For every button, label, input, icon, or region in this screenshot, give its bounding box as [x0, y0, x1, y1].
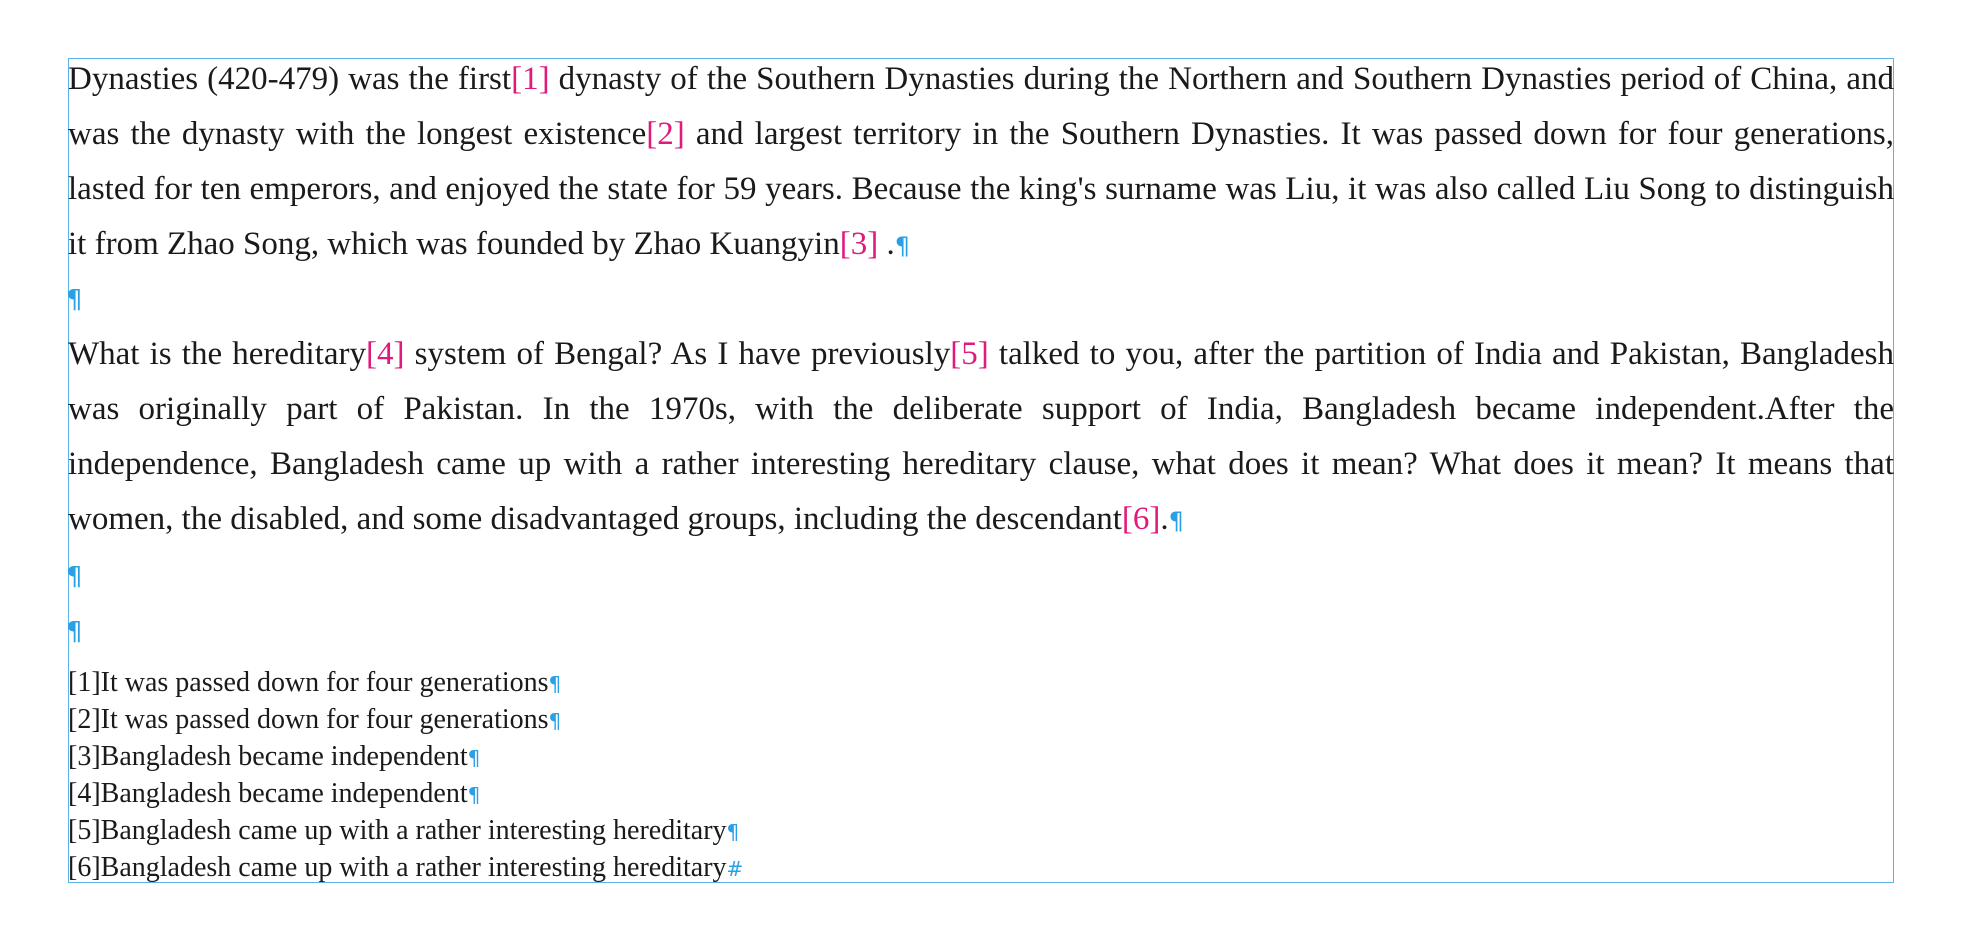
end-of-story-mark: # — [726, 857, 744, 881]
pilcrow-mark: ¶ — [467, 746, 481, 770]
paragraph-text: talked to you, after the partition of India and Pakistan, Bangladesh was originally part of Pakistan. In the 1970s, with the deliberate support of India, Bangladesh became independent.After the independence, Bangladesh came up with a rather interesting hereditary clause, what does it mean? What does it mean? It means that women, the disabled, and some disadvantaged groups, including the descendant — [68, 336, 1894, 537]
paragraph-text: system of Bengal? As I have previously — [404, 336, 951, 372]
footnote-ref-5[interactable]: [5] — [950, 336, 989, 372]
pilcrow-mark: ¶ — [894, 232, 910, 260]
pilcrow-mark: ¶ — [726, 820, 740, 844]
footnote-5[interactable]: [5]Bangladesh came up with a rather interesting hereditary¶ — [68, 815, 740, 846]
footnote-ref-4[interactable]: [4] — [366, 336, 405, 372]
paragraph-text: . — [1160, 501, 1169, 537]
footnote-ref-3[interactable]: [3] — [839, 226, 879, 262]
paragraph-bengal[interactable] — [68, 327, 1894, 549]
footnote-2[interactable]: [2]It was passed down for four generations¶ — [68, 704, 562, 735]
footnote-ref-2[interactable]: [2] — [646, 116, 685, 152]
footnote-ref-1[interactable]: [1] — [511, 61, 550, 97]
paragraph-text: and largest territory in the Southern Dynasties. It was passed down for four generations, lasted for ten emperors, and enjoyed the state for 59 years. Because the king's surname was Liu, it was also called Liu Song to distinguish it from Zhao Song, which was founded by Zhao Kuangyin — [68, 116, 1894, 262]
footnote-4[interactable]: [4]Bangladesh became independent¶ — [68, 778, 481, 809]
empty-paragraph-mark: ¶ — [66, 562, 83, 592]
footnote-1[interactable]: [1]It was passed down for four generations¶ — [68, 667, 562, 698]
empty-paragraph-mark: ¶ — [66, 617, 83, 647]
pilcrow-mark: ¶ — [467, 783, 481, 807]
empty-paragraph-mark: ¶ — [66, 285, 83, 315]
footnote-3[interactable]: [3]Bangladesh became independent¶ — [68, 741, 481, 772]
paragraph-text: dynasty of the Southern Dynasties during the Northern and Southern Dynasties period of China, and was the dynasty with the longest existence — [68, 61, 1894, 152]
pilcrow-mark: ¶ — [548, 672, 562, 696]
pilcrow-mark: ¶ — [1168, 507, 1184, 535]
paragraph-liu-song[interactable] — [68, 52, 1894, 274]
paragraph-text: . — [878, 226, 895, 262]
footnote-6[interactable]: [6]Bangladesh came up with a rather interesting hereditary# — [68, 852, 744, 883]
footnote-ref-6[interactable]: [6] — [1121, 501, 1161, 537]
paragraph-text: Dynasties (420-479) was the first — [68, 61, 512, 97]
paragraph-text: What is the hereditary — [68, 336, 366, 372]
pilcrow-mark: ¶ — [548, 709, 562, 733]
